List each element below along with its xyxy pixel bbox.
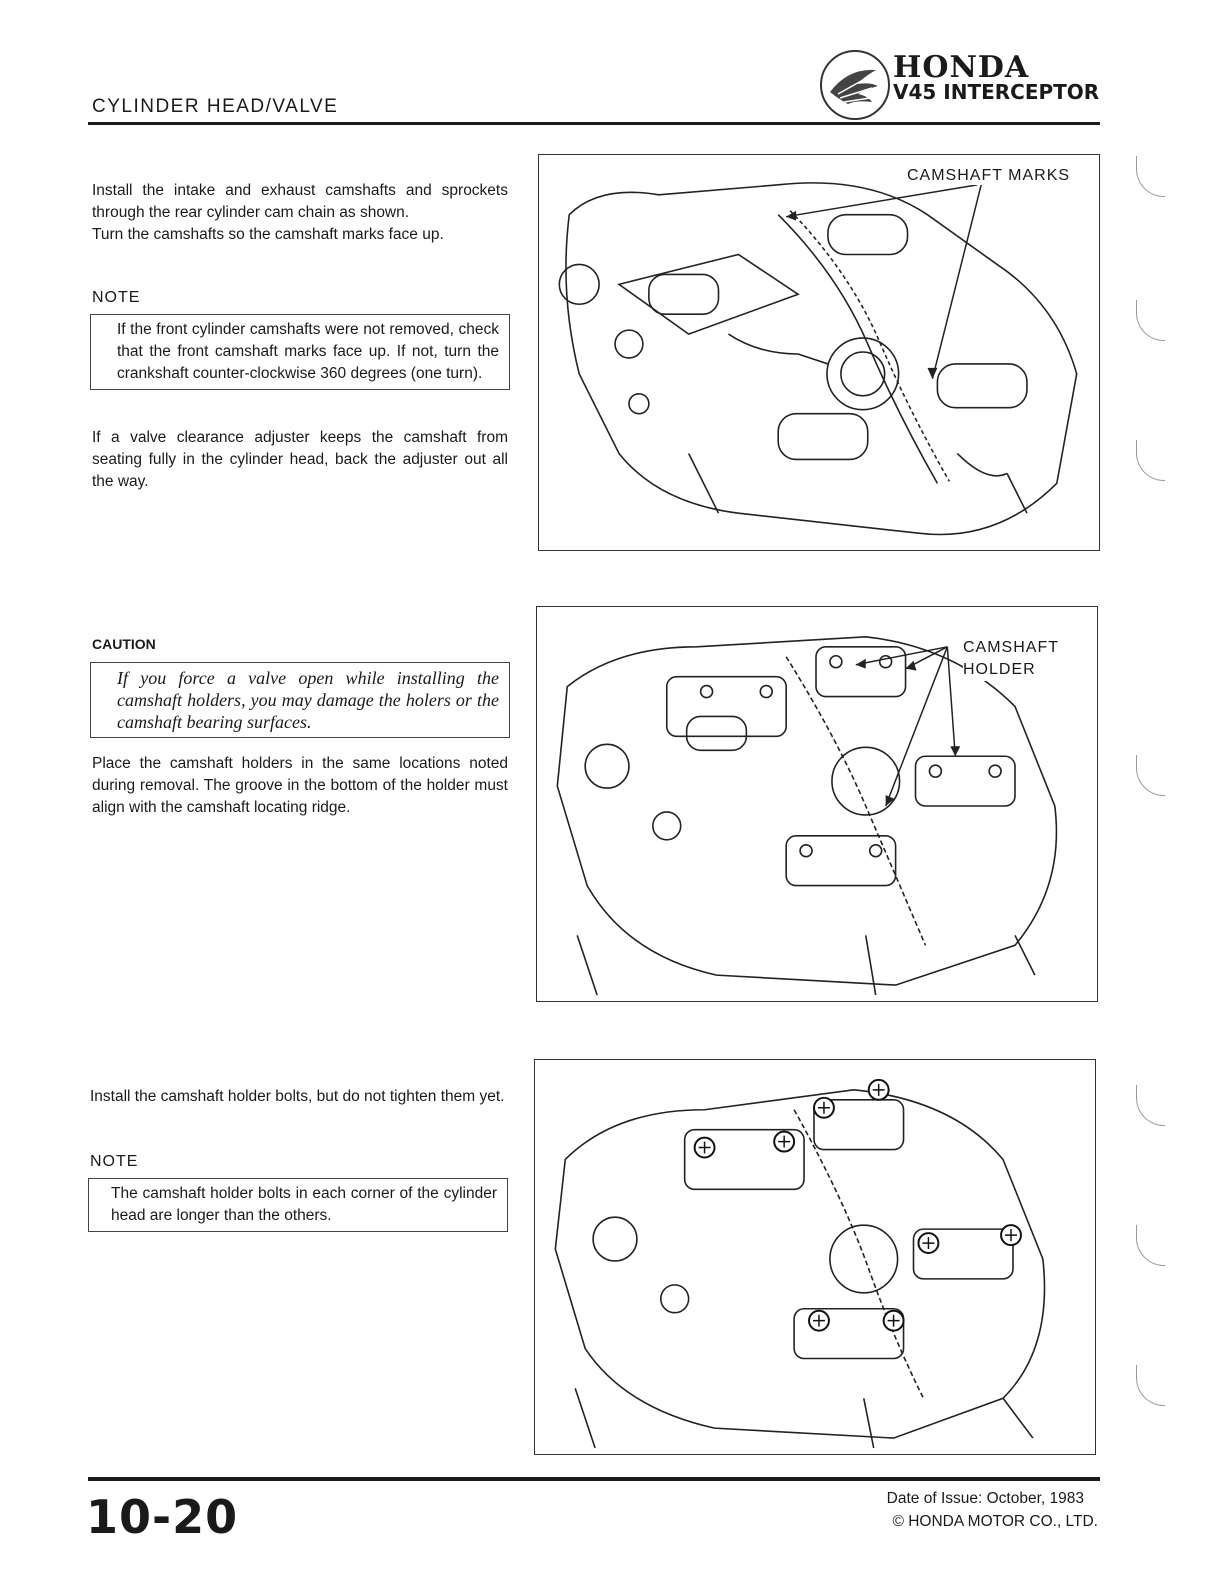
binding-tab-decoration [1136,1365,1165,1406]
binding-tab-decoration [1136,300,1165,341]
copyright: © HONDA MOTOR CO., LTD. [892,1513,1098,1530]
note-box-1 [90,314,510,390]
page-number: 10-20 [86,1490,239,1544]
binding-tab-decoration [1136,156,1165,197]
honda-wing-logo-icon [818,48,892,122]
note-label-2: NOTE [90,1153,139,1170]
binding-tab-decoration [1136,755,1165,796]
brand-name: HONDA [893,50,1030,85]
header-rule [88,122,1100,125]
adjuster-paragraph: If a valve clearance adjuster keeps the camshaft from seating fully in the cylinder head, back the adjuster out all the way. [92,429,508,490]
binding-tab-decoration [1136,440,1165,481]
model-name: V45 INTERCEPTOR [893,80,1100,104]
intro-paragraph [92,180,508,246]
figure-camshaft-holder [536,606,1098,1002]
caution-box [90,662,510,738]
binding-tab-decoration [1136,1225,1165,1266]
binding-tab-decoration [1136,1085,1165,1126]
holder-bolts-illustration [535,1060,1095,1454]
note-text-1: If the front cylinder camshafts were not removed, check that the front camshaft marks face up. If not, turn the crankshaft counter-clockwise 360 degrees (one turn). [117,321,499,382]
figure-camshaft-marks [538,154,1100,551]
camshaft-marks-illustration [539,155,1099,550]
camshaft-holder-label [963,637,1059,681]
camshaft-marks-label: CAMSHAFT MARKS [907,167,1071,184]
note-text-2: The camshaft holder bolts in each corner of the cylinder head are longer than the others. [111,1185,497,1224]
camshaft-holder-label-line1: CAMSHAFT [963,639,1059,656]
note-box-2 [88,1178,508,1232]
caution-label: CAUTION [92,636,156,652]
caution-text: If you force a valve open while installing the camshaft holders, you may damage the holers or the camshaft bearing surfaces. [117,668,499,732]
footer-rule [88,1477,1100,1481]
camshaft-holder-label-line2: HOLDER [963,661,1036,678]
note-label-1: NOTE [92,289,141,306]
intro-text-2: Turn the camshafts so the camshaft marks face up. [92,226,444,243]
intro-text: Install the intake and exhaust camshafts and sprockets through the rear cylinder cam chain as shown. [92,182,508,221]
place-holders-paragraph: Place the camshaft holders in the same locations noted during removal. The groove in the bottom of the holder must align with the camshaft locating ridge. [92,755,508,816]
figure-holder-bolts [534,1059,1096,1455]
bolts-paragraph: Install the camshaft holder bolts, but do not tighten them yet. [90,1088,505,1105]
issue-date: Date of Issue: October, 1983 [886,1490,1084,1507]
section-title: CYLINDER HEAD/VALVE [92,96,339,117]
